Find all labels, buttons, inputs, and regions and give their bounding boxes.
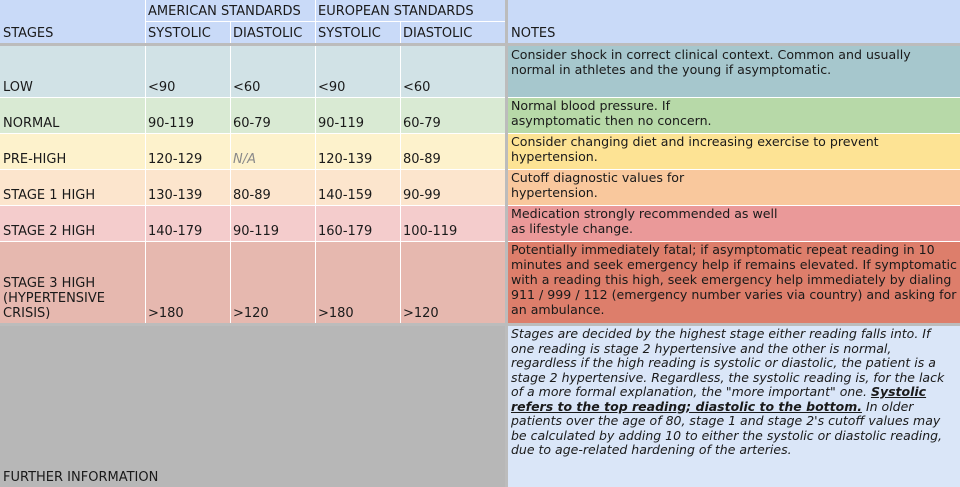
row-stage3-european-systolic[interactable]: >180 (315, 241, 400, 323)
header-american-diastolic[interactable]: DIASTOLIC (230, 21, 315, 43)
row-stage3-american-systolic[interactable]: >180 (145, 241, 230, 323)
row-stage2-american-diastolic[interactable]: 90-119 (230, 205, 315, 241)
row-stage2-american-systolic[interactable]: 140-179 (145, 205, 230, 241)
row-stage1-stage[interactable]: STAGE 1 HIGH (0, 169, 145, 205)
row-normal-european-diastolic[interactable]: 60-79 (400, 97, 505, 133)
header-blank-cell[interactable] (0, 0, 145, 21)
grid-line-vertical (145, 0, 146, 323)
row-low-american-systolic[interactable]: <90 (145, 46, 230, 97)
row-prehigh-american-systolic[interactable]: 120-129 (145, 133, 230, 169)
header-american-systolic[interactable]: SYSTOLIC (145, 21, 230, 43)
row-stage3-note[interactable]: Potentially immediately fatal; if asymptomatic repeat reading in 10 minutes and seek emergency help if remains elevated. If symptomatic with a reading this high, seek emergency help immediately by dialing 911 / 999 / 112 (emergency number varies via country) and asking for an ambulance. (508, 241, 960, 323)
row-prehigh-american-diastolic[interactable]: N/A (230, 133, 315, 169)
row-low-european-diastolic[interactable]: <60 (400, 46, 505, 97)
further-text-part-1: Stages are decided by the highest stage either reading falls into. If one reading is stage 2 hypertensive and the other is normal, regardless if the high reading is systolic or diastolic, the patient is a stage 2 hypertensive. Regardless, the systolic reading is, for the lack of a more formal explanation, the "more important" one. (511, 326, 945, 399)
row-stage1-european-diastolic[interactable]: 90-99 (400, 169, 505, 205)
notes-separator (505, 0, 508, 487)
further-text-emphasis: Systolic refers to the top reading; diastolic to the bottom. (511, 384, 927, 414)
row-prehigh-european-diastolic[interactable]: 80-89 (400, 133, 505, 169)
grid-line-horizontal (0, 205, 960, 206)
row-stage2-european-systolic[interactable]: 160-179 (315, 205, 400, 241)
row-low-note[interactable]: Consider shock in correct clinical context. Common and usually normal in athletes and the young if asymptomatic. (508, 46, 960, 97)
row-normal-note[interactable]: Normal blood pressure. If asymptomatic then no concern. (508, 97, 960, 133)
row-stage3-european-diastolic[interactable]: >120 (400, 241, 505, 323)
row-normal-american-diastolic[interactable]: 60-79 (230, 97, 315, 133)
row-prehigh-stage[interactable]: PRE-HIGH (0, 133, 145, 169)
grid-line-horizontal (0, 241, 960, 242)
row-prehigh-european-systolic[interactable]: 120-139 (315, 133, 400, 169)
grid-line-horizontal (0, 133, 960, 134)
header-stages[interactable]: STAGES (0, 21, 145, 43)
grid-line-vertical (400, 21, 401, 323)
further-information-label[interactable]: FURTHER INFORMATION (0, 326, 505, 487)
grid-line-vertical (230, 21, 231, 323)
row-stage2-european-diastolic[interactable]: 100-119 (400, 205, 505, 241)
header-american-standards[interactable]: AMERICAN STANDARDS (145, 0, 315, 21)
further-info-separator (0, 323, 960, 326)
grid-line-horizontal (0, 97, 960, 98)
further-information-note[interactable] (508, 326, 960, 487)
header-separator (0, 43, 960, 46)
row-stage3-american-diastolic[interactable]: >120 (230, 241, 315, 323)
header-european-diastolic[interactable]: DIASTOLIC (400, 21, 505, 43)
header-notes[interactable]: NOTES (508, 21, 960, 43)
row-low-european-systolic[interactable]: <90 (315, 46, 400, 97)
row-stage2-note[interactable]: Medication strongly recommended as well as lifestyle change. (508, 205, 960, 241)
row-prehigh-note[interactable]: Consider changing diet and increasing exercise to prevent hypertension. (508, 133, 960, 169)
header-european-standards[interactable]: EUROPEAN STANDARDS (315, 0, 505, 21)
header-notes-top-cell[interactable] (508, 0, 960, 21)
row-stage2-stage[interactable]: STAGE 2 HIGH (0, 205, 145, 241)
row-low-american-diastolic[interactable]: <60 (230, 46, 315, 97)
row-normal-european-systolic[interactable]: 90-119 (315, 97, 400, 133)
grid-line-horizontal (0, 169, 960, 170)
row-low-stage[interactable]: LOW (0, 46, 145, 97)
header-european-systolic[interactable]: SYSTOLIC (315, 21, 400, 43)
row-stage3-stage[interactable]: STAGE 3 HIGH (HYPERTENSIVE CRISIS) (0, 241, 145, 323)
further-text-part-3: In older patients over the age of 80, stage 1 and stage 2's cutoff values may be calculated by adding 10 to either the systolic or diastolic reading, due to age-related hardening of the arteries. (511, 398, 943, 457)
row-stage1-american-diastolic[interactable]: 80-89 (230, 169, 315, 205)
row-stage1-european-systolic[interactable]: 140-159 (315, 169, 400, 205)
row-stage1-note[interactable]: Cutoff diagnostic values for hypertension. (508, 169, 960, 205)
grid-line-vertical (315, 0, 316, 323)
row-normal-stage[interactable]: NORMAL (0, 97, 145, 133)
row-normal-american-systolic[interactable]: 90-119 (145, 97, 230, 133)
grid-line-horizontal (145, 21, 505, 22)
row-stage1-american-systolic[interactable]: 130-139 (145, 169, 230, 205)
